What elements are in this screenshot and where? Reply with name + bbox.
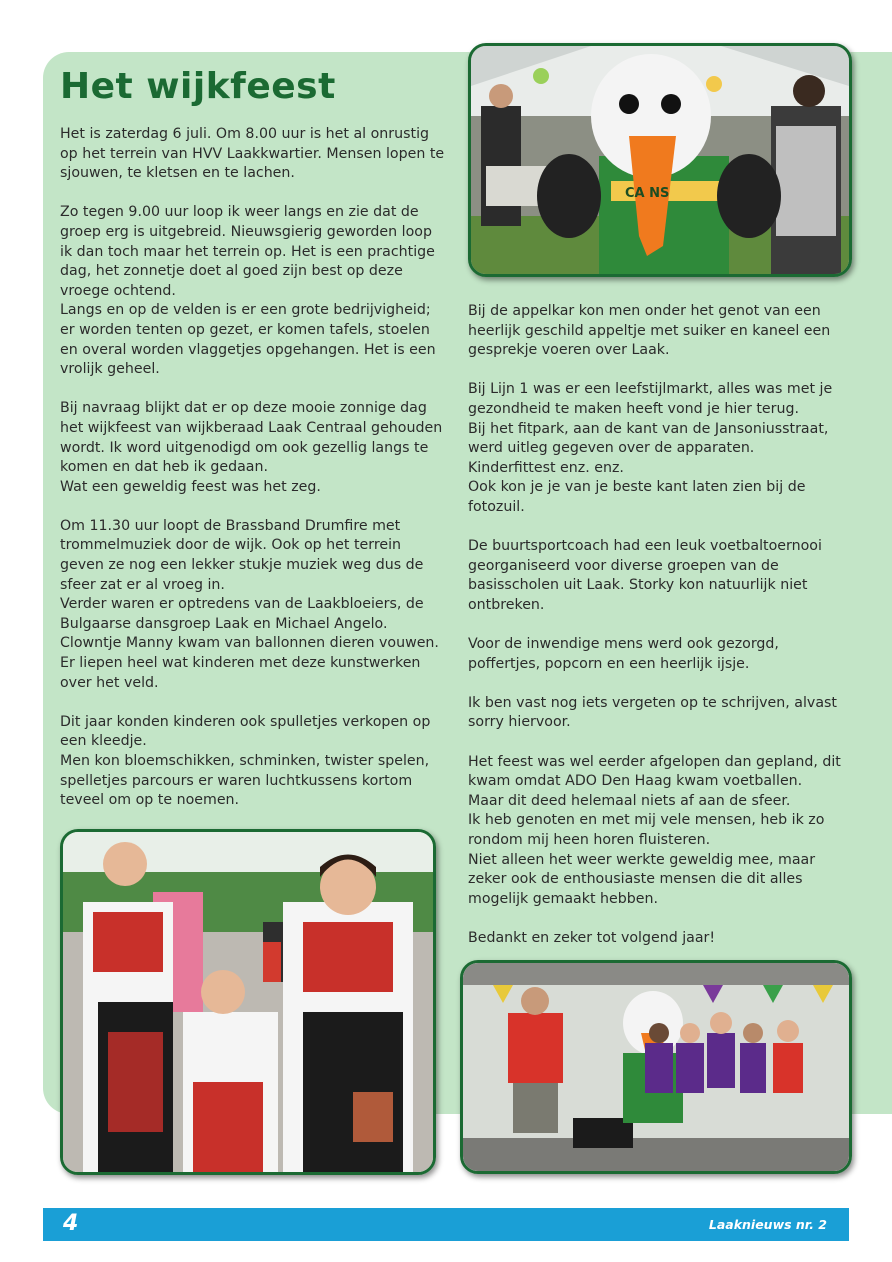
paragraph: Bedankt en zeker tot volgend jaar! bbox=[468, 930, 716, 946]
article-title: Het wijkfeest bbox=[60, 66, 336, 107]
paragraph: Ik ben vast nog iets vergeten op te schrijven, alvast sorry hiervoor. bbox=[468, 694, 837, 731]
paragraph: Het feest was wel eerder afgelopen dan gepland, dit kwam omdat ADO Den Haag kwam voetballen. Maar dit deed helemaal niets af aan de sfeer. Ik heb genoten en met mij vele mensen, heb ik zo rondom mij heen horen fluisteren. Niet alleen het weer werkte geweldig mee, maar zeker ook de enthousiaste mensen die dit alles mogelijk gemaakt hebben. bbox=[468, 753, 841, 907]
paragraph: Bij Lijn 1 was er een leefstijlmarkt, alles was met je gezondheid te maken heeft vond je hier terug. Bij het fitpark, aan de kant van de Jansoniusstraat, werd uitleg gegeven over de apparaten. Kinderfittest enz. enz. Ook kon je je van je beste kant laten zien bij de fotozuil. bbox=[468, 381, 833, 515]
paragraph: Voor de inwendige mens werd ook gezorgd, poffertjes, popcorn en een heerlijk ijsje. bbox=[468, 636, 779, 672]
page-footer bbox=[43, 1208, 849, 1241]
article-column-left bbox=[60, 125, 445, 830]
photo-stage-children bbox=[460, 960, 852, 1174]
paragraph: Het is zaterdag 6 juli. Om 8.00 uur is het al onrustig op het terrein van HVV Laakkwartier. Mensen lopen te sjouwen, te kletsen en te lachen. bbox=[60, 126, 445, 182]
paragraph: Dit jaar konden kinderen ook spulletjes verkopen op een kleedje. Men kon bloemschikken, schminken, twister spelen, spelletjes parcours er waren luchtkussens kortom teveel om op te noemen. bbox=[60, 713, 431, 809]
paragraph: De buurtsportcoach had een leuk voetbaltoernooi georganiseerd voor diverse groepen van de basisscholen uit Laak. Storky kon natuurlijk niet ontbreken. bbox=[468, 538, 822, 613]
page-number: 4 bbox=[63, 1211, 79, 1236]
paragraph: Bij de appelkar kon men onder het genot van een heerlijk geschild appeltje met suiker en kaneel een gesprekje voeren over Laak. bbox=[468, 303, 831, 359]
publication-title: Laaknieuws nr. 2 bbox=[708, 1217, 827, 1232]
paragraph: Zo tegen 9.00 uur loop ik weer langs en zie dat de groep erg is uitgebreid. Nieuwsgierig geworden loop ik dan toch maar het terrein op. Het is een prachtige dag, het zonnetje doet al goed zijn best op deze vroege ochtend. Langs en op de velden is er een grote bedrijvigheid; er worden tenten op gezet, er komen tafels, stoelen en overal worden vlaggetjes opgehangen. Het is een vrolijk geheel. bbox=[60, 204, 436, 378]
paragraph: Om 11.30 uur loopt de Brassband Drumfire met trommelmuziek door de wijk. Ook op het terrein geven ze nog een lekker stukje muziek weg dus de sfeer zat er al vroeg in. Verder waren er optredens van de Laakbloeiers, de Bulgaarse dansgroep Laak en Michael Angelo. Clowntje Manny kwam van ballonnen dieren vouwen. Er liepen heel wat kinderen met deze kunstwerken over het veld. bbox=[60, 517, 439, 691]
article-column-right bbox=[468, 302, 853, 968]
photo-bulgarian-dancers bbox=[60, 829, 436, 1175]
mascot-shirt-text: CA NS bbox=[625, 186, 670, 201]
paragraph: Bij navraag blijkt dat er op deze mooie zonnige dag het wijkfeest van wijkberaad Laak Centraal gehouden wordt. Ik word uitgenodigd om ook gezellig langs te komen en dat heb ik gedaan. Wat een geweldig feest was het zeg. bbox=[60, 400, 443, 495]
photo-stork-mascot bbox=[468, 43, 852, 277]
